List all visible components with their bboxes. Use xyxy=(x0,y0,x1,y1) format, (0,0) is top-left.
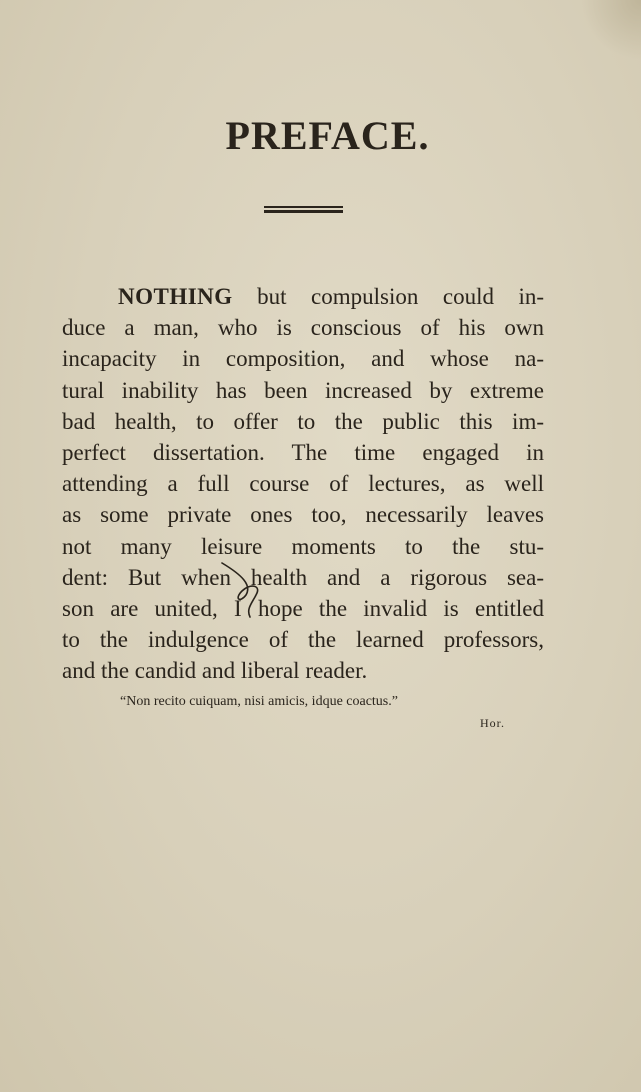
paragraph-line: perfect dissertation. The time engaged in xyxy=(62,439,544,465)
paragraph-line: to the indulgence of the learned professors, xyxy=(62,627,544,653)
paragraph-line: and the candid and liberal reader. xyxy=(62,658,368,684)
page-stain xyxy=(581,0,641,60)
epigraph-source: Hor. xyxy=(480,716,505,730)
title-rule xyxy=(264,206,343,212)
rule-line-thin xyxy=(264,206,343,208)
paragraph-line: incapacity in composition, and whose na- xyxy=(62,346,544,372)
paragraph-line: as some private ones too, necessarily leaves xyxy=(62,502,544,528)
handwritten-mark-icon xyxy=(212,555,282,625)
page-title: PREFACE. xyxy=(225,113,430,158)
paragraph-line: tural inability has been increased by extreme xyxy=(62,377,544,403)
paragraph-line: bad health, to offer to the public this im- xyxy=(62,408,544,434)
paragraph-line: dent: But when health and a rigorous sea- xyxy=(62,564,544,590)
paragraph-line: son are united, I hope the invalid is entitled xyxy=(62,595,544,621)
paragraph-line xyxy=(62,281,544,312)
line-text: but compulsion could in- xyxy=(257,284,544,309)
paragraph-line: duce a man, who is conscious of his own xyxy=(62,315,544,341)
epigraph-quote: “Non recito cuiquam, nisi amicis, idque coactus.” xyxy=(120,694,398,709)
lead-word: NOTHING xyxy=(118,284,233,309)
rule-line-thick xyxy=(264,210,343,213)
paragraph-line: not many leisure moments to the stu- xyxy=(62,533,544,559)
paragraph-line: attending a full course of lectures, as well xyxy=(62,471,544,497)
preface-paragraph xyxy=(62,281,544,686)
